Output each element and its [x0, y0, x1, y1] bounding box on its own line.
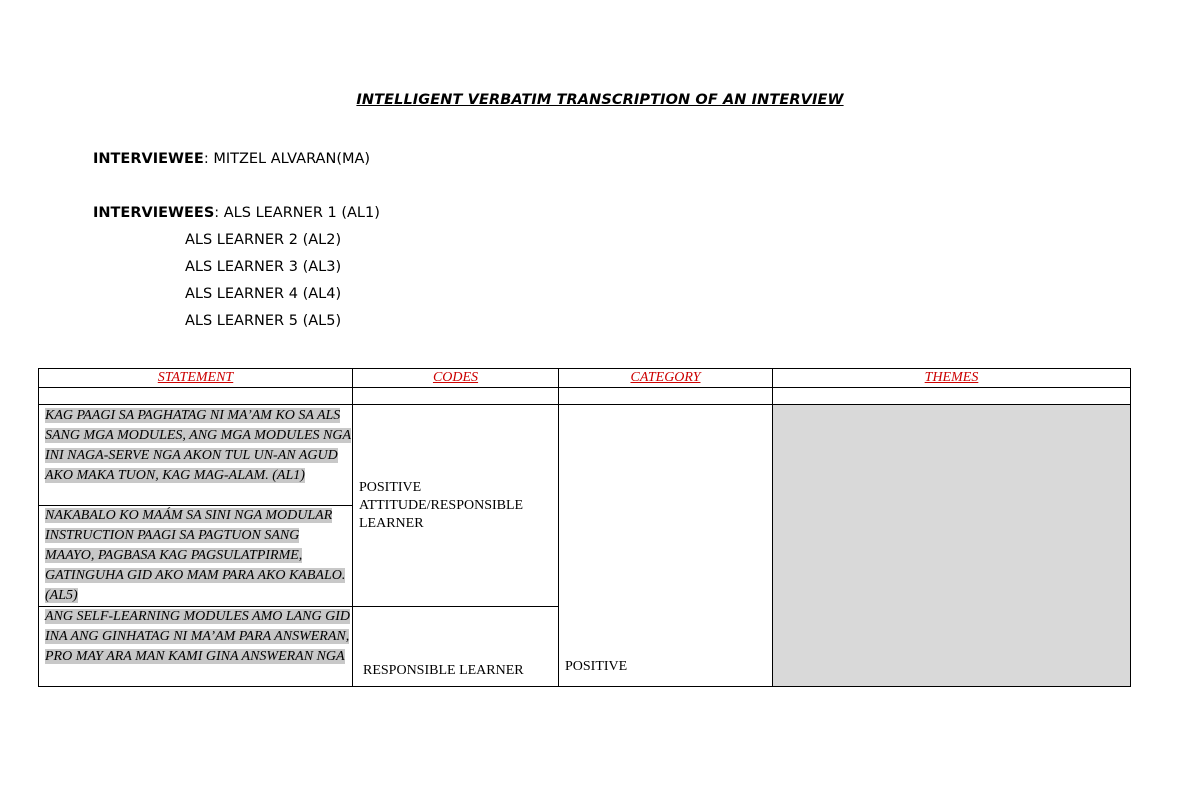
interviewee-item: ALS LEARNER 5 (AL5) [185, 313, 342, 329]
category-text: POSITIVE [565, 659, 628, 674]
interviewee-line [93, 151, 370, 167]
header-codes: CODES [353, 369, 559, 388]
statement-text: ANG SELF-LEARNING MODULES AMO LANG GID INA ANG GINHATAG NI MA’AM PARA ANSWERAN, PRO MAY ARA MAN KAMI GINA ANSWERAN NGA [45, 609, 351, 664]
statement-cell [39, 607, 353, 687]
code-cell [353, 405, 559, 607]
statement-text: NAKABALO KO MAÁM SA SINI NGA MODULAR INSTRUCTION PAAGI SA PAGTUON SANG MAAYO, PAGBASA KAG PAGSULATPIRME, GATINGUHA GID AKO MAM PARA AKO KABALO. (AL5) [45, 508, 346, 603]
interviewee-item: ALS LEARNER 4 (AL4) [185, 286, 342, 302]
statement-cell [39, 506, 353, 607]
transcription-table [38, 368, 1131, 687]
header-category: CATEGORY [559, 369, 773, 388]
blank-row [39, 388, 1131, 405]
interviewee-item: ALS LEARNER 3 (AL3) [185, 259, 342, 275]
code-text: POSITIVE ATTITUDE/RESPONSIBLE LEARNER [359, 479, 524, 531]
interviewees-first: : ALS LEARNER 1 (AL1) [214, 205, 380, 221]
interviewees-line [93, 205, 380, 221]
code-text: RESPONSIBLE LEARNER [363, 663, 524, 678]
header-themes: THEMES [773, 369, 1131, 388]
statement-text: KAG PAAGI SA PAGHATAG NI MA’AM KO SA ALS SANG MGA MODULES, ANG MGA MODULES NGA INI NAGA-SERVE NGA AKON TUL UN-AN AGUD AKO MAKA TUON, KAG MAG-ALAM. (AL1) [45, 408, 352, 483]
category-cell [559, 405, 773, 687]
themes-cell [773, 405, 1131, 687]
interviewee-value: : MITZEL ALVARAN(MA) [203, 151, 371, 167]
code-cell [353, 607, 559, 687]
interviewee-label: INTERVIEWEE [93, 151, 204, 167]
table-row [39, 405, 1131, 506]
document-title: INTELLIGENT VERBATIM TRANSCRIPTION OF AN INTERVIEW [356, 92, 844, 108]
interviewee-item: ALS LEARNER 2 (AL2) [185, 232, 342, 248]
interviewees-label: INTERVIEWEES [93, 205, 215, 221]
header-row [39, 369, 1131, 388]
statement-cell [39, 405, 353, 506]
header-statement: STATEMENT [39, 369, 353, 388]
